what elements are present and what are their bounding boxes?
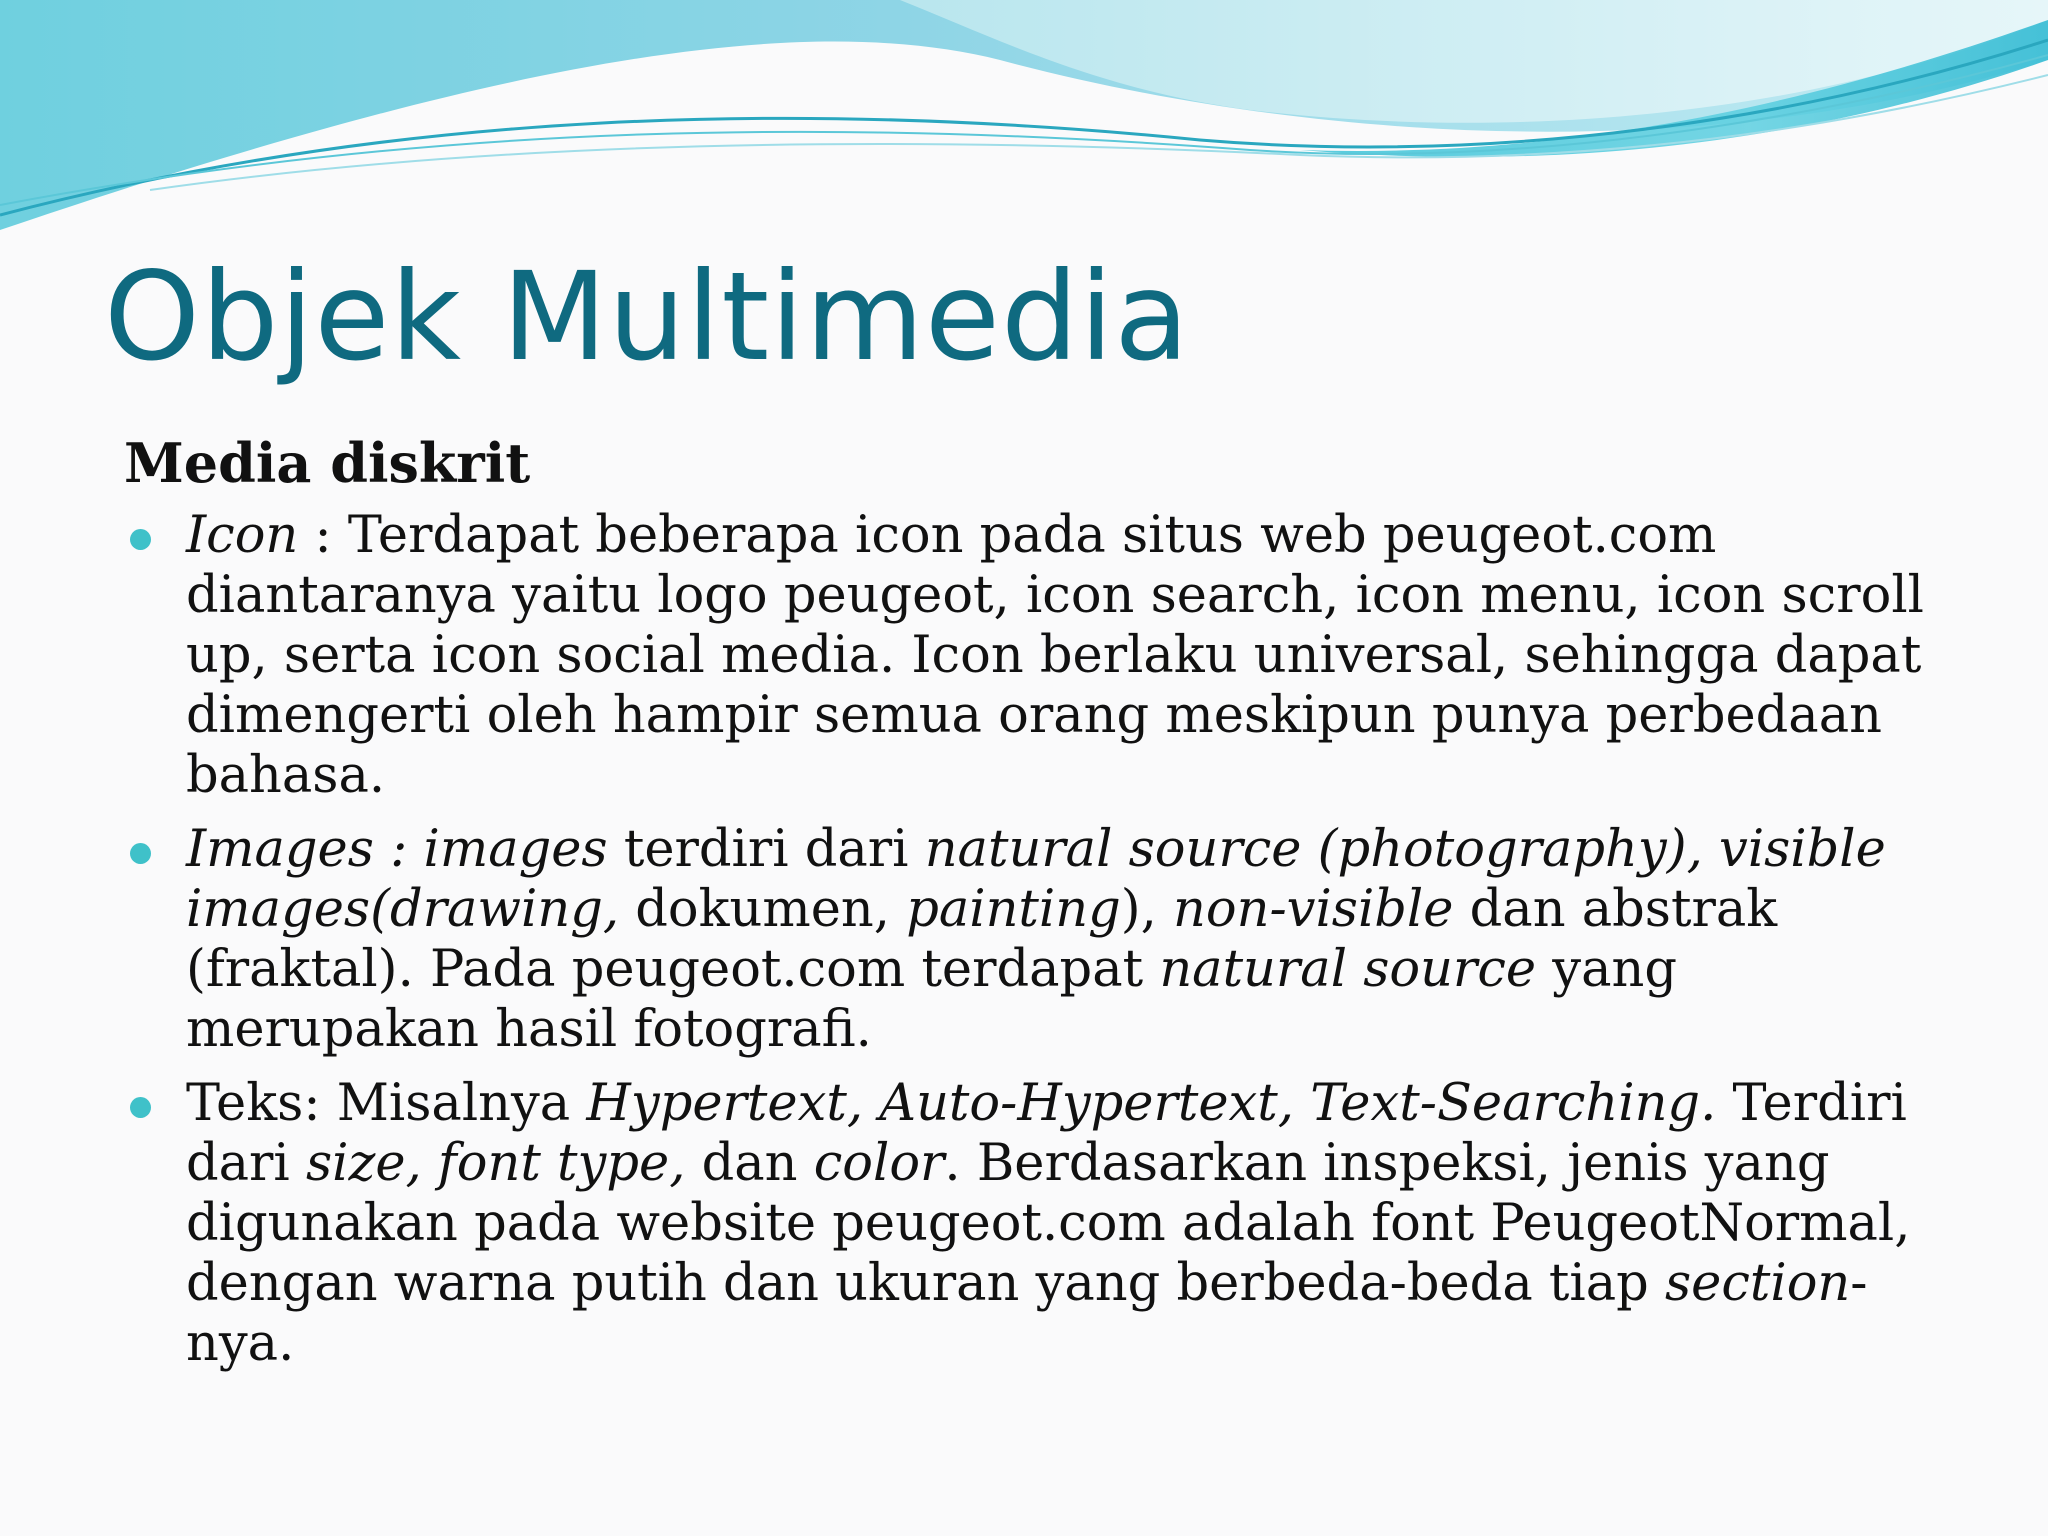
text-segment: non-visible (1173, 880, 1454, 940)
text-segment: -nya. (186, 1254, 1868, 1374)
text-segment: terdiri dari (607, 820, 925, 880)
bullet-item-icon (124, 506, 1924, 806)
text-segment: natural source (photography), visible images(drawing, (186, 820, 1886, 940)
text-segment: dan (685, 1134, 814, 1194)
bullet-item-images (124, 820, 1924, 1060)
text-segment: yang merupakan hasil fotografi. (186, 940, 1677, 1060)
text-segment: ), (1120, 880, 1174, 940)
header-wave-decoration (0, 0, 2048, 240)
bullet-item-teks (124, 1074, 1924, 1374)
text-segment: : Terdapat beberapa icon pada situs web peugeot.com diantaranya yaitu logo peugeot, icon search, icon menu, icon scroll up, serta icon social media. Icon berlaku universal, sehingga dapat dimengerti oleh hampir semua orang meskipun punya perbedaan bahasa. (186, 506, 1924, 806)
text-segment: dan abstrak (fraktal). Pada peugeot.com terdapat (186, 880, 1778, 1000)
text-segment: dokumen, (619, 880, 907, 940)
text-segment: natural source (1159, 940, 1537, 1000)
text-segment: Teks: Misalnya (186, 1074, 587, 1134)
section-subheading: Media diskrit (124, 431, 531, 495)
slide-title: Objek Multimedia (104, 246, 1191, 388)
text-segment: Hypertext, Auto-Hypertext, Text-Searching. (586, 1074, 1717, 1134)
bullet-text (186, 820, 1886, 1059)
bullet-list (124, 506, 1924, 1374)
text-segment: . Berdasarkan inspeksi, jenis yang digunakan pada website peugeot.com adalah font PeugeotNormal, dengan warna putih dan ukuran yang berbeda-beda tiap (186, 1134, 1911, 1314)
text-segment: color (813, 1134, 945, 1194)
bullet-dot-icon (130, 1097, 151, 1118)
text-segment: Icon (186, 506, 299, 566)
bullet-dot-icon (130, 529, 151, 550)
text-segment: section (1665, 1254, 1851, 1314)
text-segment: Images : images (186, 820, 608, 880)
text-segment: painting (906, 880, 1121, 940)
text-segment: size, font type, (305, 1134, 686, 1194)
slide-body (124, 432, 1924, 1388)
text-segment: Terdiri dari (186, 1074, 1907, 1194)
bullet-text (186, 1074, 1910, 1373)
bullet-dot-icon (130, 843, 151, 864)
bullet-text (186, 506, 1924, 805)
